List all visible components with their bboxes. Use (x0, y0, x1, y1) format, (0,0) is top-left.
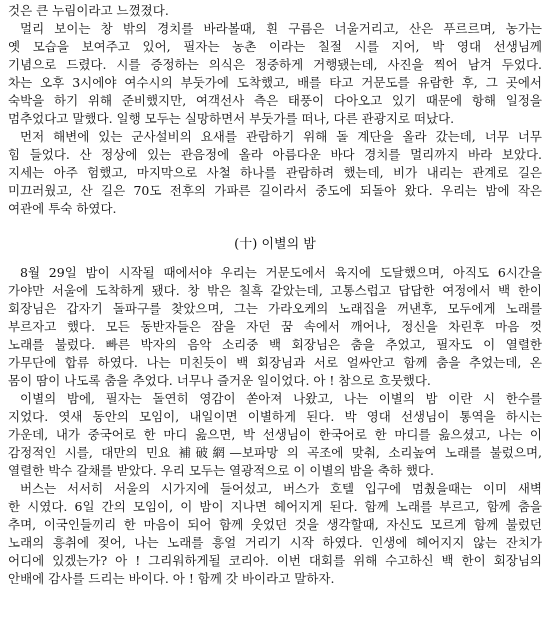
text-line: 어디에 있겠는가? 아 ! 그리워하게될 코리아. 이번 대회를 위해 수고하신 백 한이 회장님의 (8, 553, 542, 568)
paragraph-start: 8월 29일 밤이 시작될 때에서야 우리는 거문도에서 육지에 도달했으며, 아직도 6시간을 (20, 265, 542, 280)
text-line: 노래의 흥취에 젖어, 나는 노래를 흥얼 거리기 시작 하였다. 인생에 헤어지지 않는 잔치가 (8, 535, 542, 550)
paragraph-start: 멀리 보이는 창 밖의 경치를 바라볼때, 흰 구름은 너울거리고, 산은 푸르르며, 농가는 (20, 21, 542, 36)
text-line: 가야만 서울에 도착하게 됐다. 창 밖은 칠흑 같았는데, 고통스럽고 답답한 여정에서 백 한이 (8, 283, 542, 298)
text-line: 옛 모습을 보여주고 있어, 필자는 농촌 이라는 칠절 시를 지어, 박 영대 선생님께 (8, 39, 542, 54)
text-line: 한 시였다. 6일 간의 모임이, 이 밤이 지나면 헤어지게 된다. 함께 노래를 부르고, 함께 춤을 (8, 499, 542, 514)
paragraph-start: 이별의 밤에, 필자는 돌연히 영감이 쏟아져 나왔고, 나는 이별의 밤 이란 시 한수를 (20, 391, 542, 406)
text-line: 미끄러웠고, 산 길은 70도 전후의 가파른 길이라서 중도에 되돌아 왔다. 우리는 밤에 작은 (8, 183, 542, 198)
text-line: 감정적인 시를, 대만의 민요 補破網—보파망 의 곡조에 맞춰, 소리높여 노래를 불렀으며, (8, 445, 542, 460)
text-line: 지세는 아주 험했고, 마지막으로 사철 하나를 관람하려 했는데, 비가 내리는 관계로 길은 (8, 165, 542, 180)
paragraph-start: 먼저 해변에 있는 군사설비의 요새를 관람하기 위해 돌 계단을 올라 갔는데, 너무 너무 (20, 129, 542, 144)
text-line: 힘 들었다. 산 정상에 있는 관음정에 올라 아름다운 바다 경치를 멀리까지 바라 보았다. (8, 147, 542, 162)
text-line: 여관에 투숙 하였다. (8, 201, 117, 216)
text-line: 것은 큰 누림이라고 느꼈졌다. (8, 3, 169, 18)
paragraph-start: 버스는 서서히 서울의 시가지에 들어섰고, 버스가 호텔 입구에 멈췄을때는 이미 새벽 (20, 481, 542, 496)
text-line: 회장님은 갑자기 돌파구를 찾았으며, 그는 가라오케의 노래집을 꺼낸후, 모두에게 노래를 (8, 301, 542, 316)
text-line: 가무단에 합류 하였다. 나는 미친듯이 백 회장님과 서로 얼싸안고 함께 춤을 추었는데, 온 (8, 355, 542, 370)
section-title: (十) 이별의 밤 (234, 237, 316, 252)
text-line: 노래를 불렀다. 빠른 박자의 음악 소리중 백 회장님은 춤을 추었고, 필자도 이 열렬한 (8, 337, 542, 352)
text-line: 가운데, 내가 중국어로 한 마디 읊으면, 박 선생님이 한국어로 한 마디를 읊으셨고, 나는 이 (8, 427, 542, 442)
text-line: 추며, 이국인들끼리 한 마음이 되어 함께 웃었던 것을 생각할때, 자신도 모르게 함께 불렀던 (8, 517, 542, 532)
text-line: 부르자고 했다. 모든 동반자들은 잠을 자던 꿈 속에서 깨어나, 정신을 차린후 마음 껏 (8, 319, 542, 334)
text-line: 기념으로 드렸다. 시를 증정하는 의식은 정중하게 거행됐는데, 사진을 찍어 남겨 두었다. (8, 57, 542, 72)
text-line: 안배에 감사를 드리는 바이다. 아 ! 함께 갓 바이라고 말하자. (8, 571, 335, 586)
text-line: 숙박을 하기 위해 준비했지만, 여객선사 측은 태풍이 다아오고 있기 때문에 항해 일정을 (8, 93, 542, 108)
text-line: 차는 오후 3시에야 여수시의 부둣가에 도착했고, 배를 타고 거문도를 유람한 후, 그 곳에서 (8, 75, 542, 90)
text-line: 몸이 땀이 나도록 춤을 추었다. 너무나 즐거운 일이었다. 아 ! 참으로 흐뭇했다. (8, 373, 431, 388)
text-line: 열렬한 박수 갈채를 받았다. 우리 모두는 열광적으로 이 이별의 밤을 축하 했다. (8, 463, 434, 478)
text-line: 지었다. 엿새 동안의 모임이, 내일이면 이별하게 된다. 박 영대 선생님이 통역을 하시는 (8, 409, 542, 424)
text-line: 멈추었다고 말했다. 일행 모두는 실망하면서 부둣가를 떠나, 다른 관광지로 떠났다. (8, 111, 455, 126)
